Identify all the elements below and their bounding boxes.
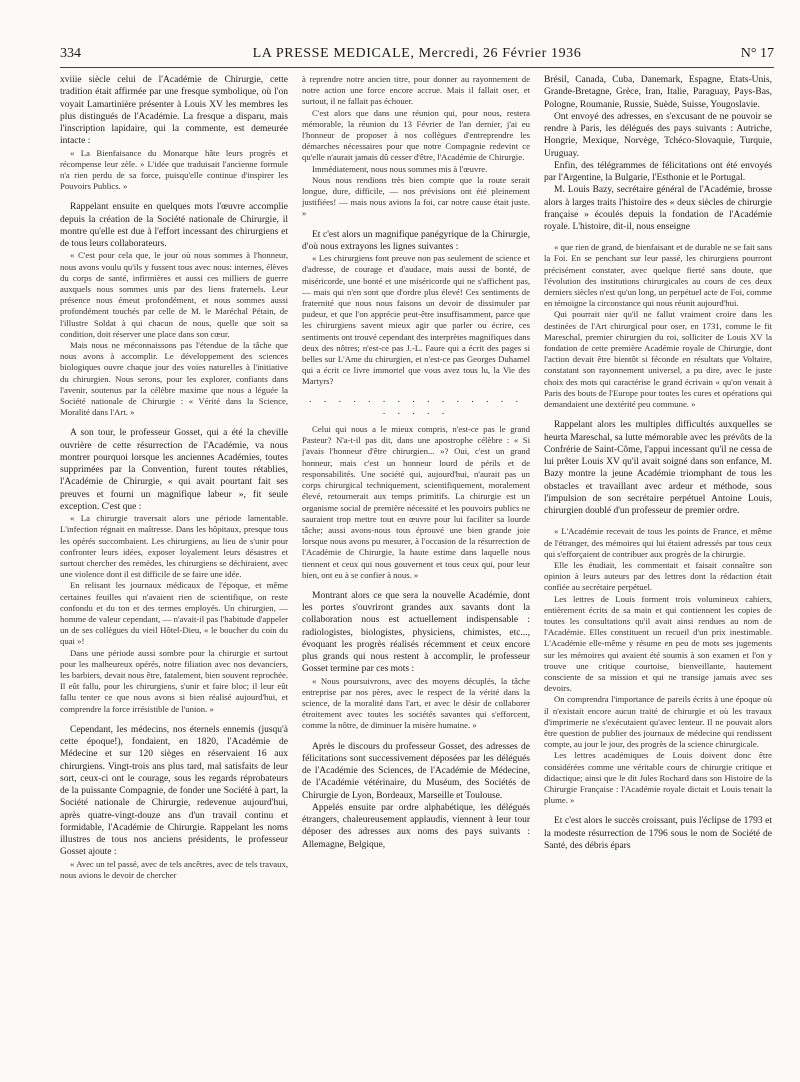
- paragraph: « Avec un tel passé, avec de tels ancêtres, avec de tels travaux, nous avions le devoir de chercher: [60, 858, 288, 880]
- issue-number: N° 17: [740, 46, 774, 61]
- paragraph: Montrant alors ce que sera la nouvelle Académie, dont les portes s'ouvriront grandes aux savants dont la collaboration nous est actuellement indispensable : radiologistes, biologistes, physiciens, chimistes, etc..., évoquant les progrès réalisés récemment et ceux encore plus grands qui nous restent à accomplir, le professeur Gosset termine par ces mots :: [302, 590, 530, 675]
- paragraph: Après le discours du professeur Gosset, des adresses de félicitations sont successivement déposées par les délégués de l'Académie des Sciences, de l'Académie de Médecine, de l'Académie vétérinaire, du Muséum, des Sociétés de Chirurgie de Lyon, Bordeaux, Marseille et Toulouse.: [302, 741, 530, 801]
- paragraph: Les lettres de Louis forment trois volumineux cahiers, entièrement écrits de sa main et qui contiennent les copies de toutes les consultations qu'il avait ainsi rendues au nom de l'Académie. Elles constituent un recueil d'un prix inestimable. L'Académie elle-même y résume en peu de mots ses jugements sur les mémoires qui avaient été soumis à son examen et l'on y trouve une critique courtoise, bienveillante, hautement consciente de sa mission et qui ne transige jamais avec ses devoirs.: [544, 593, 772, 694]
- paragraph: A son tour, le professeur Gosset, qui a été la cheville ouvrière de cette résurrection de l'Académie, va nous montrer pourquoi lorsque les anciennes Académies, toutes supprimées par la Convention, furent toutes rétablies, l'Académie de Chirurgie, « qui avait pourtant fait ses preuves et fourni un magnifique labeur », fit seule exception. C'est que :: [60, 428, 288, 512]
- paragraph: M. Louis Bazy, secrétaire général de l'Académie, brosse alors à larges traits l'histoire des « deux siècles de chirurgie française » écoulés depuis la fondation de l'Académie royale. L'histoire, dit-il, nous enseigne: [544, 185, 772, 232]
- page-header: [60, 46, 774, 66]
- paragraph: xviiie siècle celui de l'Académie de Chirurgie, cette tradition était affirmée par une fresque symbolique, où l'on voyait Lamartinière présenter à Louis XV les membres les plus distingués de l'Académie. La fresque a disparu, mais l'inscription lapidaire, qui la commente, est demeurée intacte :: [60, 75, 288, 147]
- paragraph: Celui qui nous a le mieux compris, n'est-ce pas le grand Pasteur? N'a-t-il pas dit, dans une apostrophe célèbre : « Si j'avais l'honneur d'être chirurgien... »? Oui, c'est un grand honneur, mais c'est un honneur lourd de périls et de responsabilités. Une société qui, aujourd'hui, n'aurait pas un corps chirurgical techniquement, scientifiquement, moralement élevé, retournerait aux temps primitifs. La chirurgie est un organisme social de première nécessité et les pouvoirs publics ne sauraient trop mettre tout en œuvre pour lui faciliter sa lourde tâche; aussi avons-nous tous éprouvé une bien grande joie lorsque nous avons pu mesurer, à l'occasion de la résurrection de l'Académie de Chirurgie, la haute estime dans laquelle nous tiennent et ceux qui nous gouvernent et tous ceux qui, pour leur bien, ont eu à se confier à nous. »: [302, 424, 530, 580]
- paragraph: Enfin, des télégrammes de félicitations ont été envoyés par l'Argentine, la Bulgarie, l'Esthonie et le Portugal.: [544, 160, 772, 183]
- paragraph: Nous nous rendions très bien compte que la route serait longue, dure, difficile, — nos prévisions ont été pleinement justifiées! — mais nous avions la foi, car notre cause était juste. »: [302, 174, 530, 219]
- paragraph: « La Bienfaisance du Monarque hâte leurs progrès et récompense leur zèle. » L'idée que traduisait l'ancienne formule n'a rien perdu de sa force, puisqu'elle continue d'inspirer les Pouvoirs Publics. »: [60, 147, 288, 192]
- paragraph: Elle les étudiait, les commentait et faisait connaître son opinion à leurs auteurs par des lettres dont la rédaction était confiée au secrétaire perpétuel.: [544, 559, 772, 593]
- paragraph: On comprendra l'importance de pareils écrits à une époque où il n'existait encore aucun traité de chirurgie et où les travaux d'imprimerie ne s'exécutaient qu'avec lenteur. Il ne pouvait alors être question de publier des journaux de médecine qui rendissent compte, au jour le jour, des progrès de la science chirurgicale.: [544, 694, 772, 750]
- paragraph: Qui pourrait nier qu'il ne fallut vraiment croire dans les destinées de l'Art chirurgical pour oser, en 1731, comme le fit Mareschal, premier chirurgien du roi, solliciter de Louis XV la fondation de cette première Académie royale de Chirurgie, dont l'action devait être bientôt si féconde en résultats que Voltaire, constatant son rayonnement universel, a pu dire, avec le juste choix des mots qui caractérise le grand écrivain « qu'on venait à Paris des bouts de l'Europe pour toutes les cures et opérations qui demandaient une dextérité peu commune. »: [544, 309, 772, 410]
- paragraph: Brésil, Canada, Cuba, Danemark, Espagne, Etats-Unis, Grande-Bretagne, Grèce, Iran, Italie, Paraguay, Pays-Bas, Pologne, Roumanie, Russie, Suède, Suisse, Yougoslavie.: [544, 75, 772, 110]
- column-2: [302, 74, 530, 1082]
- paragraph: « La chirurgie traversait alors une période lamentable. L'infection régnait en maîtresse. Dans les hôpitaux, presque tous les opérés succombaient. Les chirurgiens, au lieu de s'unir pour confronter leurs idées, exposer loyalement leurs désastres et surtout chercher des remèdes, les chirurgiens se déchiraient, avec une violence dont il est difficile de se faire une idée.: [60, 513, 288, 580]
- page-number: 334: [60, 46, 81, 61]
- paragraph: Ont envoyé des adresses, en s'excusant de ne pouvoir se rendre à Paris, les délégués des pays suivants : Autriche, Hongrie, Mexique, Norvège, Tchéco-Slovaquie, Turquie, Uruguay.: [544, 111, 772, 159]
- paragraph: « que rien de grand, de bienfaisant et de durable ne se fait sans la Foi. En se penchant sur leur passé, les chirurgiens pourront précisément constater, avec quelque fierté sans doute, que l'évolution des institutions chirurgicales au cours de ces deux derniers siècles n'est qu'un long, un perpétuel acte de Foi, comme en témoigne la circonstance qui nous réunit aujourd'hui.: [544, 242, 772, 309]
- header-rule: [60, 67, 774, 68]
- column-3: [544, 74, 772, 1082]
- paragraph: C'est alors que dans une réunion qui, pour nous, restera mémorable, la réunion du 13 Février de l'an dernier, j'ai eu l'honneur de proposer à nos collègues d'entreprendre les démarches nécessaires pour que notre Compagnie redevint ce qu'elle n'aurait jamais dû cesser d'être, l'Académie de Chirurgie.: [302, 107, 530, 163]
- paragraph: « C'est pour cela que, le jour où nous sommes à l'honneur, nous avons voulu qu'ils y fussent tous avec nous: internes, élèves du corps de santé, infirmières et aussi ces milliers de guerre auxquels nous sommes unis par des liens fraternels. Leur présence nous émeut profondément, et nous sommes aussi profondément touchés par celle de M. le Maréchal Pétain, de l'illustre Soldat à qui chacun de nous, quelle que soit sa condition, doit réserver une place dans son cœur.: [60, 250, 288, 339]
- column-1: [60, 74, 288, 1082]
- ellipsis-separator: . . . . . . . . . . . . . . . . . . . .: [309, 394, 523, 417]
- paragraph: Appelés ensuite par ordre alphabétique, les délégués étrangers, chaleureusement applaudis, viennent à leur tour déposer des adresses aux noms des pays suivants : Allemagne, Belgique,: [302, 802, 530, 850]
- paragraph: Et c'est alors un magnifique panégyrique de la Chirurgie, d'où nous extrayons les lignes suivantes :: [302, 229, 530, 252]
- paragraph: Immédiatement, nous nous sommes mis à l'œuvre.: [312, 163, 488, 174]
- paragraph: « L'Académie recevait de tous les points de France, et même de l'étranger, des mémoires qui lui étaient adressés par tous ceux qui s'efforçaient de contribuer aux progrès de la chirurgie.: [544, 526, 772, 559]
- paragraph: Rappelant ensuite en quelques mots l'œuvre accomplie depuis la création de la Société nationale de Chirurgie, il montre qu'elle est due à l'effort incessant des chirurgiens et de tous leurs collaborateurs.: [60, 202, 288, 250]
- paragraph: à reprendre notre ancien titre, pour donner au rayonnement de notre action une force encore accrue. Mais il fallait oser, et surtout, il ne fallait pas échouer.: [302, 74, 530, 107]
- paragraph: Cependant, les médecins, nos éternels ennemis (jusqu'à cette époque!), fondaient, en 1820, l'Académie de Médecine et sur 120 sièges en réservaient 16 aux chirurgiens. Vingt-trois ans plus tard, mal satisfaits de leur sort, ceux-ci ont le courage, sous les regards réprobateurs de la puissante Compagnie, de fonder une Société à part, la Société nationale de Chirurgie, redevenue aujourd'hui, après quatre-vingt-douze ans d'un travail continu et formidable, l'Académie de Chirurgie. Rappelant les noms illustres de tous nos anciens présidents, le professeur Gosset ajoute :: [60, 724, 288, 858]
- paragraph: « Nous poursuivrons, avec des moyens décuplés, la tâche entreprise par nos pères, avec le respect de la vérité dans la science, de la moralité dans l'art, et avec le désir de collaborer étroitement avec toutes les sociétés savantes qui s'efforcent, comme la nôtre, de diminuer la misère humaine. »: [302, 675, 530, 731]
- paragraph: Dans une période aussi sombre pour la chirurgie et surtout pour les malheureux opérés, notre filiation avec nos devanciers, les barbiers, devait nous être, fatalement, bien souvent reprochée. Il eût fallu, pour les chirurgiens, s'unir et faire bloc; il leur eût fallu tenter ce que nous avons si bien réalisé aujourd'hui, et comprendre la force irrésistible de l'union. »: [60, 647, 288, 714]
- paragraph: Mais nous ne méconnaissons pas l'étendue de la tâche que nous avons à accomplir. Le développement des sciences biologiques ouvre chaque jour des voies naturelles à l'initiative du chirurgien. Nous serons, pour les explorer, confiants dans l'avenir, soutenus par la célèbre maxime que nous a léguée la Société nationale de Chirurgie : « Vérité dans la Science, Moralité dans l'Art. »: [60, 339, 288, 418]
- paragraph: Et c'est alors le succès croissant, puis l'éclipse de 1793 et la modeste résurrection de 1796 sous le nom de Société de Santé, des débris épars: [544, 816, 772, 851]
- paragraph: « Les chirurgiens font preuve non pas seulement de science et d'adresse, de courage et d'audace, mais aussi de bonté, de miséricorde, une bonté et une miséricorde qui ne s'affichent pas, — mais qui n'en sont que d'ordre plus élevé! Ces sentiments de fraternité que nous nous faisons un devoir de dissimuler par pudeur, et que l'on apprécie peut-être insuffisamment, parce que les chirurgiens savent mieux agir que parler ou écrire, ces sentiments ont trouvé cependant des interprètes magnifiques dans deux des nôtres; n'est-ce pas J.-L. Faure qui a écrit des pages si belles sur L'Ame du chirurgien, et n'est-ce pas Georges Duhamel qui a écrit ce livre immortel que vous avez tous lu, la Vie des Martyrs?: [302, 253, 530, 387]
- paragraph: Rappelant alors les multiples difficultés auxquelles se heurta Mareschal, sa lutte mémorable avec les prévôts de la Confrérie de Saint-Côme, l'appui incessant qu'il ne cessa de lui prêter Louis XV qu'il avait soigné dans son enfance, M. Bazy montre la jeune Académie triomphant de tous les obstacles et travaillant avec ardeur et méthode, sous l'impulsion de son secrétaire perpétuel Antoine Louis, chirurgien doublé d'un professeur de premier ordre.: [544, 420, 772, 517]
- paragraph: Les lettres académiques de Louis doivent donc être considérées comme une véritable cours de chirurgie critique et didactique; ainsi que le dit Jules Rochard dans son Histoire de la Chirurgie Française : l'Académie royale dictait et Louis tenait la plume. »: [544, 750, 772, 806]
- paragraph: En relisant les journaux médicaux de l'époque, et même certaines feuilles qui n'avaient rien de scientifique, on reste confondu et du ton et des termes employés. Un chirurgien, — homme de valeur cependant, — n'avait-il pas l'habitude d'appeler un de ses collègues du vieil Hôtel-Dieu, « le boucher du coin du quai »!: [60, 580, 288, 647]
- running-title: LA PRESSE MEDICALE, Mercredi, 26 Février 1936: [252, 46, 582, 61]
